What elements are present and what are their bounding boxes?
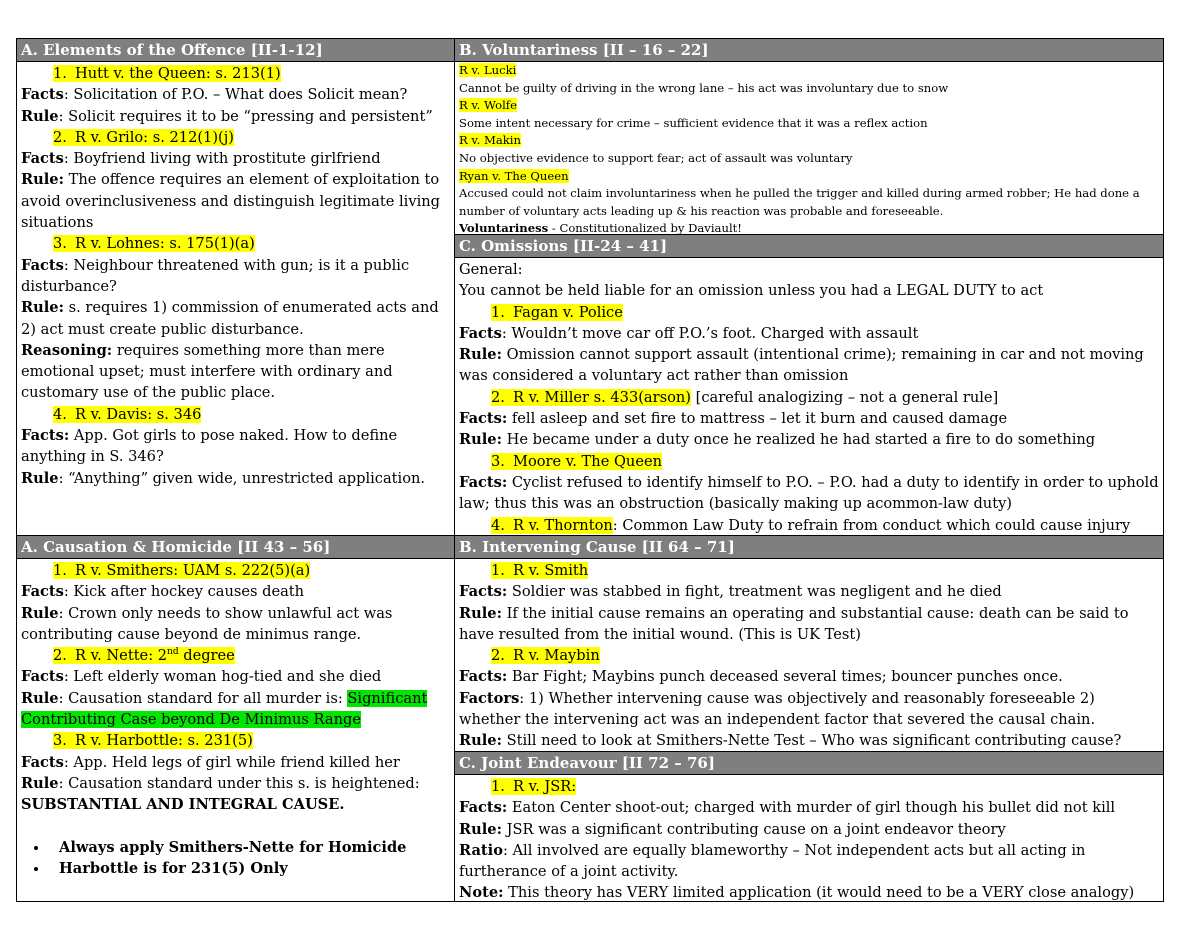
section-header: C. Omissions [II-24 – 41] xyxy=(455,235,1163,258)
case-rule: Rule: “Anything” given wide, unrestricted application. xyxy=(21,469,426,487)
case-heading: 1. R v. Smithers: UAM s. 222(5)(a) xyxy=(53,562,311,579)
notes-table xyxy=(16,38,1164,902)
general-label: General: xyxy=(459,261,523,278)
case-heading: Ryan v. The Queen xyxy=(459,168,569,183)
case-heading: R v. Makin xyxy=(459,133,521,148)
case-facts: Facts: App. Held legs of girl while friend killed her xyxy=(21,753,400,771)
summary-bullets xyxy=(21,837,451,880)
case-facts: Facts: fell asleep and set fire to mattress – let it burn and caused damage xyxy=(459,410,1008,428)
case-facts: Facts: Cyclist refused to identify himself to P.O. – P.O. had a duty to identify in order to uphold law; thus this was an obstruction (basically making up acommon-law duty) xyxy=(459,473,1159,513)
case-facts: Facts: Kick after hockey causes death xyxy=(21,583,305,601)
section-causation xyxy=(17,536,454,902)
case-rule: Rule: If the initial cause remains an operating and substantial cause: death can be said to have resulted from the initial wound. (This is UK Test) xyxy=(459,604,1129,643)
case-rule: Rule: He became under a duty once he realized he had started a fire to do something xyxy=(459,431,1096,449)
bullet-item: • Harbottle is for 231(5) Only xyxy=(49,858,451,879)
case-heading: 4. R v. Davis: s. 346 xyxy=(53,405,202,423)
case-rule: Rule: s. requires 1) commission of enumerated acts and 2) act must create public disturbance. xyxy=(21,299,439,338)
case-note: Note: This theory has VERY limited application (it would need to be a VERY close analogy) xyxy=(459,884,1135,902)
case-rule: Rule: Still need to look at Smithers-Nette Test – Who was significant contributing cause? xyxy=(459,732,1122,750)
section-omissions xyxy=(455,235,1163,535)
case-rule: Rule: Solicit requires it to be “pressing and persistent” xyxy=(21,107,433,125)
case-rule: Rule: Crown only needs to show unlawful act was contributing cause beyond de minimus range. xyxy=(21,604,393,643)
case-rule: Rule: Causation standard for all murder is: Significant Contributing Case beyond De Minimus Range xyxy=(21,689,428,729)
case-rule: Rule: Omission cannot support assault (intentional crime); remaining in car and not moving was considered a voluntary act rather than omission xyxy=(459,346,1144,385)
case-facts: Facts: Left elderly woman hog-tied and she died xyxy=(21,668,382,686)
case-facts: Facts: Soldier was stabbed in fight, treatment was negligent and he died xyxy=(459,583,1002,601)
case-heading: 2. R v. Maybin xyxy=(491,647,600,665)
case-heading: 2. R v. Grilo: s. 212(1)(j) xyxy=(53,128,234,146)
section-header: B. Intervening Cause [II 64 – 71] xyxy=(455,536,1163,559)
case-text: Some intent necessary for crime – sufficient evidence that it was a reflex action xyxy=(459,115,928,130)
case-heading: 2. R v. Miller s. 433(arson) [careful analogizing – not a general rule] xyxy=(491,388,999,406)
case-facts: Facts: App. Got girls to pose naked. How to define anything in S. 346? xyxy=(21,427,398,466)
case-heading: R v. Lucki xyxy=(459,63,517,77)
case-rule: Rule: Causation standard under this s. is heightened: SUBSTANTIAL AND INTEGRAL CAUSE. xyxy=(21,774,420,814)
section-joint-endeavour xyxy=(455,752,1163,902)
bullet-item: • Always apply Smithers-Nette for Homicide xyxy=(49,837,451,858)
section-elements xyxy=(17,39,454,535)
case-rule: Rule: JSR was a significant contributing cause on a joint endeavor theory xyxy=(459,820,1006,838)
case-rule: Rule: The offence requires an element of exploitation to avoid overinclusiveness and distinguish legitimate living situations xyxy=(21,171,440,232)
case-facts: Facts: Neighbour threatened with gun; is it a public disturbance? xyxy=(21,256,410,295)
case-facts: Facts: Wouldn’t move car off P.O.’s foot. Charged with assault xyxy=(459,324,919,342)
case-facts: Facts: Boyfriend living with prostitute girlfriend xyxy=(21,150,381,168)
case-heading: 3. R v. Harbottle: s. 231(5) xyxy=(53,732,253,750)
case-heading: 2. R v. Nette: 2nd degree xyxy=(53,647,235,665)
section-header: A. Causation & Homicide [II 43 – 56] xyxy=(17,536,454,559)
section-header: C. Joint Endeavour [II 72 – 76] xyxy=(455,752,1163,775)
case-facts: Facts: Solicitation of P.O. – What does Solicit mean? xyxy=(21,86,408,104)
section-header: A. Elements of the Offence [II-1-12] xyxy=(17,39,454,62)
general-text: You cannot be held liable for an omission unless you had a LEGAL DUTY to act xyxy=(459,282,1044,300)
case-text: Cannot be guilty of driving in the wrong lane – his act was involuntary due to snow xyxy=(459,80,949,95)
case-text: Accused could not claim involuntariness when he pulled the trigger and killed during armed robber; He had done a number of voluntary acts leading up & his reaction was probable and foreseeable. xyxy=(459,186,1140,218)
case-factors: Factors: 1) Whether intervening cause was objectively and reasonably foreseeable 2) whether the intervening act was an independent factor that severed the causal chain. xyxy=(459,689,1096,729)
case-heading: 3. R v. Lohnes: s. 175(1)(a) xyxy=(53,235,255,253)
case-heading: 1. R v. JSR: xyxy=(491,778,577,795)
case-text: No objective evidence to support fear; act of assault was voluntary xyxy=(459,150,853,165)
case-reasoning: Reasoning: requires something more than mere emotional upset; must interfere with ordinary and customary use of the public place. xyxy=(21,341,393,402)
section-header: B. Voluntariness [II – 16 – 22] xyxy=(455,39,1163,62)
case-heading: 4. R v. Thornton: Common Law Duty to refrain from conduct which could cause injury xyxy=(491,516,1131,534)
case-facts: Facts: Bar Fight; Maybins punch deceased several times; bouncer punches once. xyxy=(459,668,1063,686)
case-facts: Facts: Eaton Center shoot-out; charged with murder of girl though his bullet did not kill xyxy=(459,799,1116,817)
case-ratio: Ratio: All involved are equally blameworthy – Not independent acts but all acting in furtherance of a joint activity. xyxy=(459,841,1086,881)
section-voluntariness xyxy=(455,39,1163,234)
voluntariness-note: Voluntariness - Constitutionalized by Daviault! xyxy=(459,221,742,234)
case-heading: 1. R v. Smith xyxy=(491,562,589,579)
case-heading: 3. Moore v. The Queen xyxy=(491,452,663,470)
section-intervening xyxy=(455,536,1163,751)
case-heading: 1. Hutt v. the Queen: s. 213(1) xyxy=(53,65,281,82)
case-heading: 1. Fagan v. Police xyxy=(491,303,623,321)
case-heading: R v. Wolfe xyxy=(459,98,517,113)
